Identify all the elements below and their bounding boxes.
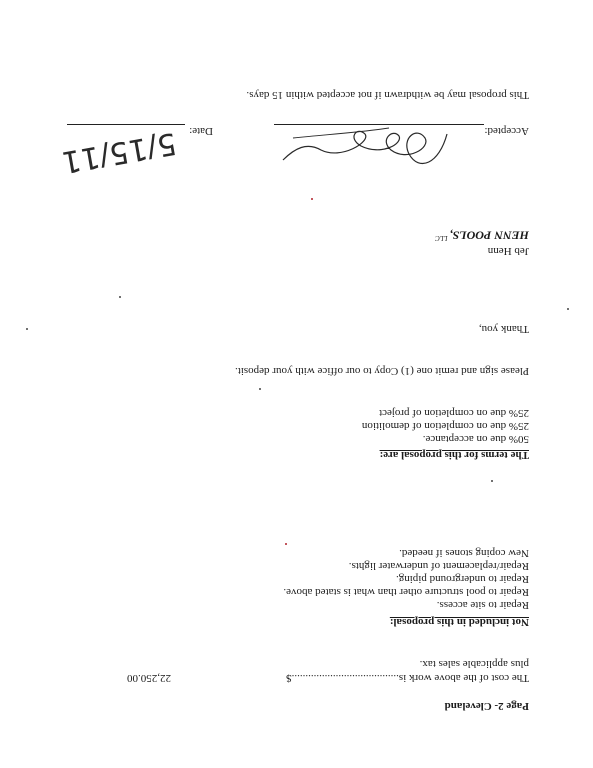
date-label: Date: — [189, 125, 213, 137]
cost-line — [127, 671, 529, 684]
signatory-name: Jeb Henn — [487, 245, 529, 257]
exclusion-item: New coping stones if needed. — [399, 547, 529, 559]
signature-scribble — [273, 118, 453, 178]
scan-speck — [119, 296, 121, 298]
handwritten-date: 5/15/11 — [58, 125, 179, 180]
exclusion-item: Repair/replacement of underwater lights. — [348, 560, 529, 572]
accepted-label: Accepted: — [484, 125, 529, 137]
exclusion-item: Repair to site access. — [436, 599, 529, 611]
company-suffix: LLC — [435, 234, 448, 242]
closing-text: Thank you, — [478, 323, 529, 335]
scan-speck — [491, 480, 493, 482]
scan-speck — [311, 198, 313, 200]
tax-note: plus applicable sales tax. — [419, 658, 529, 670]
scan-speck — [567, 308, 569, 310]
scan-speck — [26, 328, 28, 330]
term-item: 25% due on completion of demolition — [361, 420, 529, 432]
company-name-text: HENN POOLS, — [449, 228, 529, 243]
expiry-note: This proposal may be withdrawn if not accepted within 15 days. — [246, 89, 529, 101]
term-item: 50% due on acceptance. — [422, 433, 529, 445]
cost-label: The cost of the above work is.......................................$ — [286, 672, 529, 684]
instructions-text: Please sign and remit one (1) Copy to our office with your deposit. — [235, 365, 529, 377]
exclusion-item: Repair to pool structure other than what is stated above. — [283, 586, 529, 598]
exclusions-heading: Not included in this proposal: — [389, 616, 529, 628]
term-item: 25% due on completion of project — [379, 407, 529, 419]
terms-heading: The terms for this proposal are: — [379, 449, 529, 461]
scan-speck — [259, 388, 261, 390]
scan-speck — [285, 543, 287, 545]
company-name — [435, 227, 529, 244]
exclusion-item: Repair to underground piping. — [396, 573, 529, 585]
page-title: Page 2- Cleveland — [444, 700, 529, 712]
cost-amount: 22,250.00 — [127, 672, 171, 684]
